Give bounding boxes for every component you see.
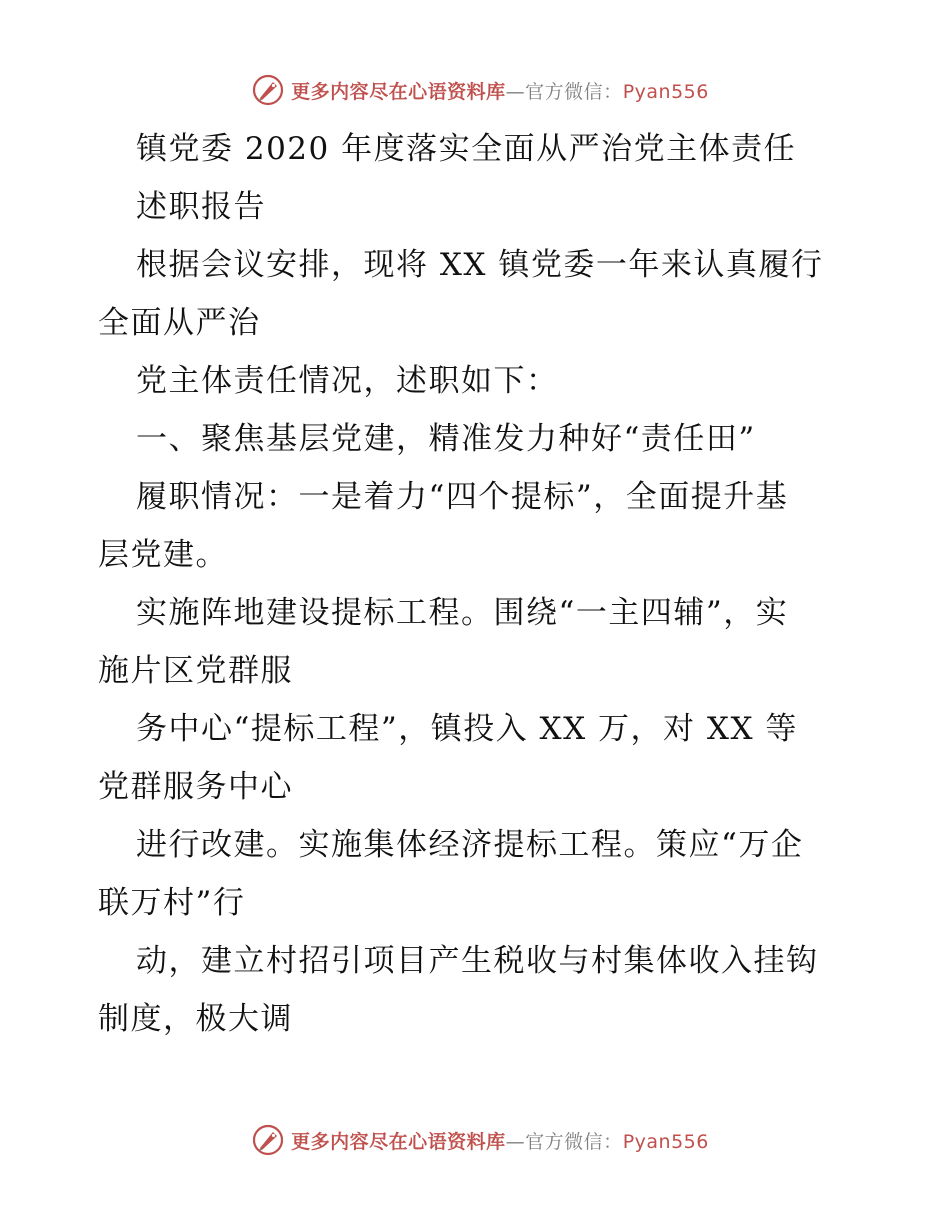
document-body — [98, 120, 858, 1048]
footer-banner — [0, 1120, 950, 1160]
banner-dash: — — [505, 80, 526, 103]
document-line: 根据会议安排，现将 XX 镇党委一年来认真履行 — [136, 247, 824, 283]
document-line: 层党建。 — [98, 537, 228, 573]
footer-banner-inner — [251, 1123, 709, 1157]
banner-wechat-id: Pyan556 — [622, 1130, 709, 1153]
document-line: 进行改建。实施集体经济提标工程。策应“万企 — [136, 827, 804, 863]
document-line: 施片区党群服 — [98, 653, 293, 689]
document-line: 动，建立村招引项目产生税收与村集体收入挂钩 — [136, 943, 819, 979]
banner-wechat-id: Pyan556 — [622, 80, 709, 103]
document-line: 党主体责任情况，述职如下： — [136, 363, 559, 399]
header-banner — [0, 70, 950, 110]
document-line: 联万村”行 — [98, 885, 246, 921]
document-line: 实施阵地建设提标工程。围绕“一主四辅”，实 — [136, 595, 789, 631]
header-banner-inner — [251, 73, 709, 107]
document-line: 党群服务中心 — [98, 769, 293, 805]
banner-dash: — — [505, 1130, 526, 1153]
document-line: 述职报告 — [136, 189, 266, 225]
document-line: 务中心“提标工程”，镇投入 XX 万，对 XX 等 — [136, 711, 798, 747]
banner-wechat-label: 官方微信： — [525, 1130, 623, 1153]
pen-nib-logo-icon — [251, 1123, 285, 1157]
document-line: 全面从严治 — [98, 305, 261, 341]
document-line: 一、聚焦基层党建，精准发力种好“责任田” — [136, 421, 756, 457]
document-line: 镇党委 2020 年度落实全面从严治党主体责任 — [136, 131, 797, 167]
banner-site-text: 更多内容尽在心语资料库 — [291, 1130, 506, 1153]
header-banner-text — [291, 77, 709, 104]
document-line: 履职情况：一是着力“四个提标”，全面提升基 — [136, 479, 789, 515]
footer-banner-text — [291, 1127, 709, 1154]
banner-wechat-label: 官方微信： — [525, 80, 623, 103]
document-line: 制度，极大调 — [98, 1001, 293, 1037]
pen-nib-logo-icon — [251, 73, 285, 107]
banner-site-text: 更多内容尽在心语资料库 — [291, 80, 506, 103]
